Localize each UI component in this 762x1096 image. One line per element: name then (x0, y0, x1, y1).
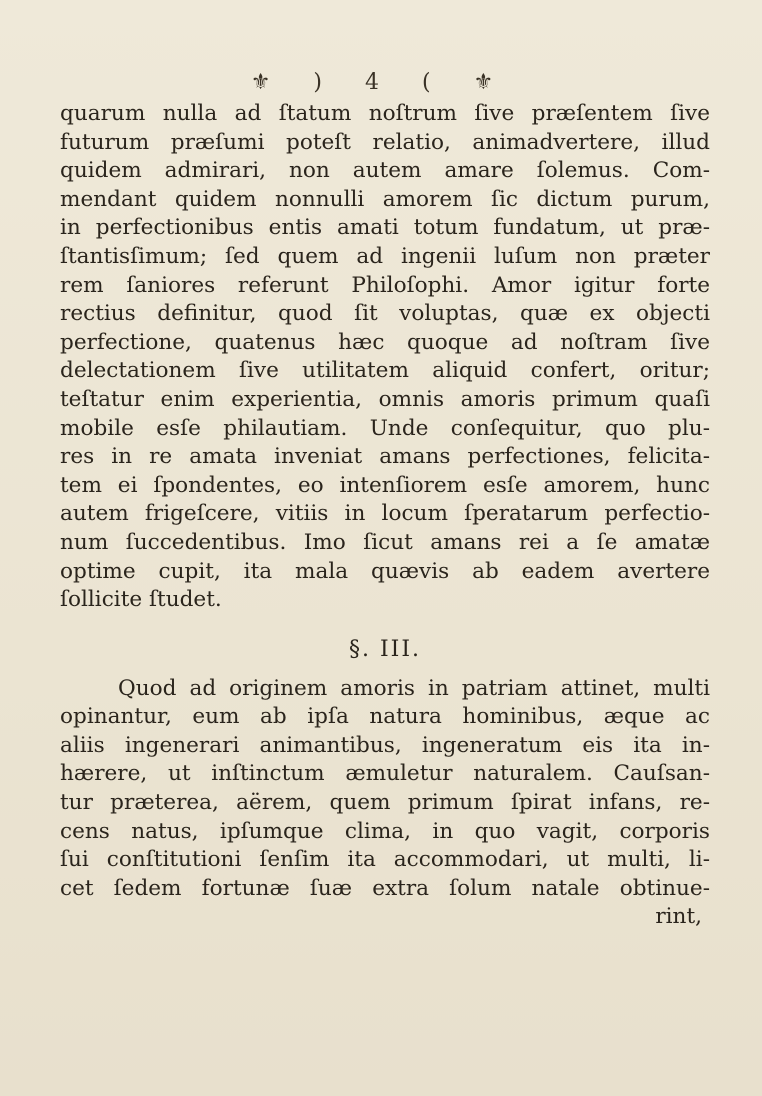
text-line: quarum nulla ad ſtatum noſtrum ſive præſentem ſive (60, 101, 710, 126)
paragraph-2 (60, 675, 710, 904)
text-line: perfectione, quatenus hæc quoque ad noſtram ſive (60, 329, 710, 355)
text-line: teſtatur enim experientia, omnis amoris primum quaſi (60, 386, 710, 412)
text-line: futurum præſumi poteſt relatio, animadvertere, illud (60, 129, 710, 155)
text-line: ſtantisſimum; ſed quem ad ingenii luſum non præter (60, 243, 710, 269)
text-line: cens natus, ipſumque clima, in quo vagit, corporis (60, 818, 710, 844)
text-line: autem frigeſcere, vitiis in locum ſperatarum perfectio- (60, 501, 710, 527)
text-line: cet ſedem fortunæ ſuæ extra ſolum natale obtinue- (60, 875, 710, 901)
text-line: rectius definitur, quod ſit voluptas, quæ ex objecti (60, 301, 710, 327)
text-line: hærere, ut inſtinctum æmuletur naturalem. Cauſsan- (60, 761, 710, 787)
text-line: delectationem ſive utilitatem aliquid confert, oritur; (60, 358, 710, 384)
text-line: num ſuccedentibus. Imo ſicut amans rei a ſe amatæ (60, 529, 710, 555)
text-line: opinantur, eum ab ipſa natura hominibus, æque ac (60, 704, 710, 730)
text-line: ſui conſtitutioni ſenſim ita accommodari, ut multi, li- (60, 847, 710, 873)
text-line: Quod ad originem amoris in patriam attinet, multi (118, 675, 710, 701)
body-text (60, 100, 710, 932)
catchword: rint, (655, 904, 702, 930)
text-line: aliis ingenerari animantibus, ingeneratum eis ita in- (60, 732, 710, 758)
text-line: res in re amata inveniat amans perfectiones, felicita- (60, 444, 710, 470)
paragraph-1 (60, 100, 710, 615)
text-line: mendant quidem nonnulli amorem ſic dictum purum, (60, 186, 710, 212)
text-line: optime cupit, ita mala quævis ab eadem avertere (60, 558, 710, 584)
text-line: rem ſaniores referunt Philoſophi. Amor igitur forte (60, 272, 710, 298)
text-line: quidem admirari, non autem amare ſolemus. Com- (60, 158, 710, 184)
text-line: mobile esſe philautiam. Unde conſequitur, quo plu- (60, 415, 710, 441)
text-line: in perfectionibus entis amati totum fundatum, ut præ- (60, 215, 710, 241)
running-head: ⚜ ) 4 ( ⚜ (250, 70, 512, 95)
text-line: tur præterea, aërem, quem primum ſpirat infans, re- (60, 790, 710, 816)
text-line: tem ei ſpondentes, eo intenſiorem esſe amorem, hunc (60, 472, 710, 498)
section-heading: §. III. (348, 636, 422, 662)
text-line: ſollicite ſtudet. (60, 587, 222, 613)
